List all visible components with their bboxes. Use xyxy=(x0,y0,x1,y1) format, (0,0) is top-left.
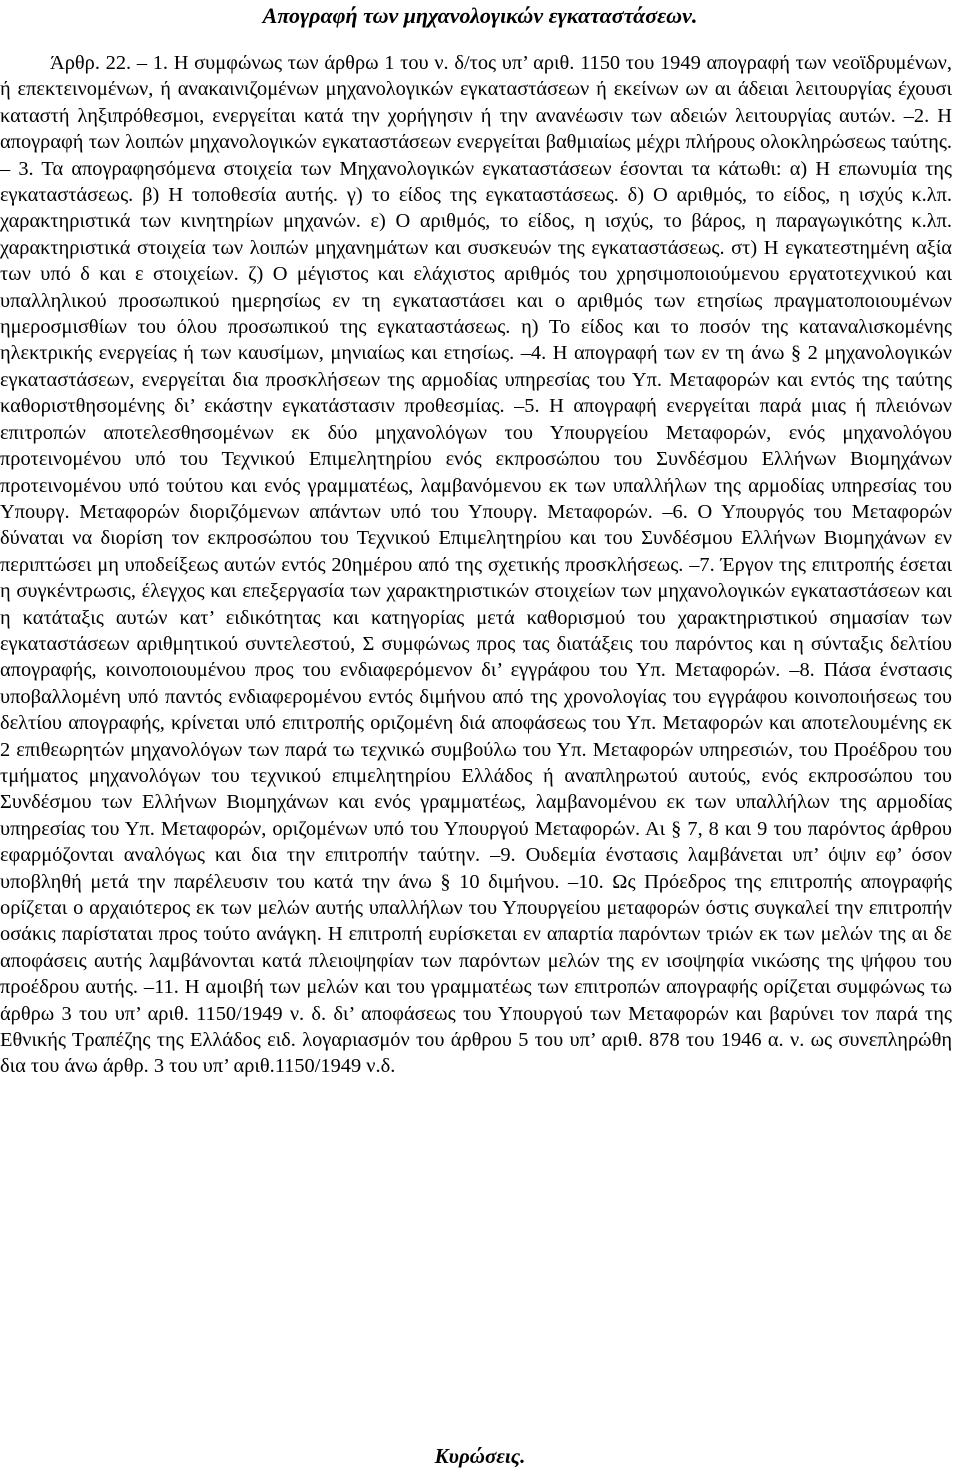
article-body: Άρθρ. 22. – 1. Η συμφώνως των άρθρω 1 του ν. δ/τος υπ’ αριθ. 1150 του 1949 απογραφή των νεοϊδρυμένων, ή επεκτεινομένων, ή ανακαινιζομένων μηχανολογικών εγκαταστάσεων ή εκείνων ων αι άδειαι λειτουργίας έχουσι καταστή ληξιπρόθεσμοι, ενεργείται κατά την χορήγησιν ή την ανανέωσιν των αδειών λειτουργίας αυτών. –2. Η απογραφή των λοιπών μηχανολογικών εγκαταστάσεων ενεργείται βαθμιαίως μέχρι πλήρους ολοκληρώσεως ταύτης. – 3. Τα απογραφησόμενα στοιχεία των Μηχανολογικών εγκαταστάσεων έσονται τα κάτωθι: α) Η επωνυμία της εγκαταστάσεως. β) Η τοποθεσία αυτής. γ) το είδος της εγκαταστάσεως. δ) Ο αριθμός, το είδος, η ισχύς κ.λπ. χαρακτηριστικά των κινητηρίων μηχανών. ε) Ο αριθμός, το είδος, η ισχύς, το βάρος, η παραγωγικότης κ.λπ. χαρακτηριστικά στοιχεία των λοιπών μηχανημάτων και συσκευών της εγκαταστάσεως. στ) Η εγκατεστημένη αξία των υπό δ και ε στοιχείων. ζ) Ο μέγιστος και ελάχιστος αριθμός του χρησιμοποιούμενου εργατοτεχνικού και υπαλληλικού προσωπικού ημερησίως εν τη εγκαταστάσει και ο αριθμός των ετησίως πραγματοποιουμένων ημεροσμισθίων του όλου προσωπικού της εγκαταστάσεως. η) Το είδος και το ποσόν της καταναλισκομένης ηλεκτρικής ενεργείας ή των καυσίμων, μηνιαίως και ετησίως. –4. Η απογραφή των εν τη άνω § 2 μηχανολογικών εγκαταστάσεων, ενεργείται δια προσκλήσεων της αρμοδίας υπηρεσίας του Υπ. Μεταφορών και εντός της ταύτης καθοριστθησομένης δι’ εκάστην εγκατάστασιν προθεσμίας. –5. Η απογραφή ενεργείται παρά μιας ή πλειόνων επιτροπών αποτελεσθησομένων εκ δύο μηχανολόγων του Υπουργείου Μεταφορών, ενός μηχανολόγου προτεινομένου υπό του Τεχνικού Επιμελητηρίου ενός εκπροσώπου του Συνδέσμου Ελλήνων Βιομηχάνων προτεινομένου υπό τούτου και ενός γραμματέως, λαμβανόμενου εκ των υπαλλήλων της αρμοδίας υπηρεσίας του Υπουργ. Μεταφορών διοριζόμενων απάντων υπό του Υπουργ. Μεταφορών. –6. Ο Υπουργός του Μεταφορών δύναται να διορίση τον εκπροσώπου του Τεχνικού Επιμελητηρίου και του Συνδέσμου Ελλήνων Βιομηχάνων εν περιπτώσει μη υποδείξεως αυτών εντός 20ημέρου από της σχετικής προσκλήσεως. –7. Έργον της επιτροπής έσεται η συγκέντρωσις, έλεγχος και επεξεργασία των χαρακτηριστικών στοιχείων των μηχανολογικών εγκαταστάσεων και η κατάταξις αυτών κατ’ ειδικότητας και κατηγορίας μετά καθορισμού του χαρακτηριστικού σημασίαν των εγκαταστάσεων αριθμητικού συντελεστού, Σ συμφώνως προς τας διατάξεις του παρόντος και η σύνταξις δελτίου απογραφής, κοινοποιουμένου προς του ενδιαφερόμενον δι’ εγγράφου του Υπ. Μεταφορών. –8. Πάσα ένστασις υποβαλλομένη υπό παντός ενδιαφερομένου εντός διμήνου από της χρονολογίας του εγγράφου κοινοποιήσεως του δελτίου απογραφής, κρίνεται υπό επιτροπής οριζομένη διά αποφάσεως του Υπ. Μεταφορών και αποτελουμένης εκ 2 επιθεωρητών μηχανολόγων των παρά τω τεχνικώ συμβούλω του Υπ. Μεταφορών υπηρεσιών, του Προέδρου του τμήματος μηχανολόγων του τεχνικού επιμελητηρίου Ελλάδος ή αναπληρωτού αυτούς, ενός εκπροσώπου του Συνδέσμου των Ελλήνων Βιομηχάνων και ενός γραμματέως, λαμβανομένου εκ των υπαλλήλων της αρμοδίας υπηρεσίας του Υπ. Μεταφορών, οριζομένων υπό του Υπουργού Μεταφορών. Αι § 7, 8 και 9 του παρόντος άρθρου εφαρμόζονται αναλόγως και δια την επιτροπήν ταύτην. –9. Ουδεμία ένστασις λαμβάνεται υπ’ όψιν εφ’ όσον υποβληθή μετά την παρέλευσιν του κατά την άνω § 10 διμήνου. –10. Ως Πρόεδρος της επιτροπής απογραφής ορίζεται ο αρχαιότερος εκ των μελών αυτής υπαλλήλων του Υπουργείου μεταφορών όστις συγκαλεί την επιτροπήν οσάκις παρίσταται προς τούτο ανάγκη. Η επιτροπή ευρίσκεται εν απαρτία παρόντων τριών εκ των μελών της αι δε αποφάσεις αυτής λαμβάνονται κατά πλειοψηφίαν των παρόντων μελών της εν ισοψηφία νικώσης της ψήφου του προέδρου αυτής. –11. Η αμοιβή των μελών και του γραμματέως των επιτροπών απογραφής ορίζεται συμφώνως τω άρθρω 3 του υπ’ αριθ. 1150/1949 ν. δ. δι’ αποφάσεως του Υπουργού των Μεταφορών και βαρύνει τον παρά της Εθνικής Τραπέζης της Ελλάδος ειδ. λογαριασμόν του άρθρου 5 του υπ’ αριθ. 878 του 1946 α. ν. ως συνεπληρώθη δια του άνω άρθρ. 3 του υπ’ αριθ.1150/1949 ν.δ. xyxy=(0,52,952,1078)
document-title: Απογραφή των μηχανολογικών εγκαταστάσεων. xyxy=(262,3,698,28)
section-heading-sanctions: Κυρώσεις. xyxy=(434,1444,526,1468)
